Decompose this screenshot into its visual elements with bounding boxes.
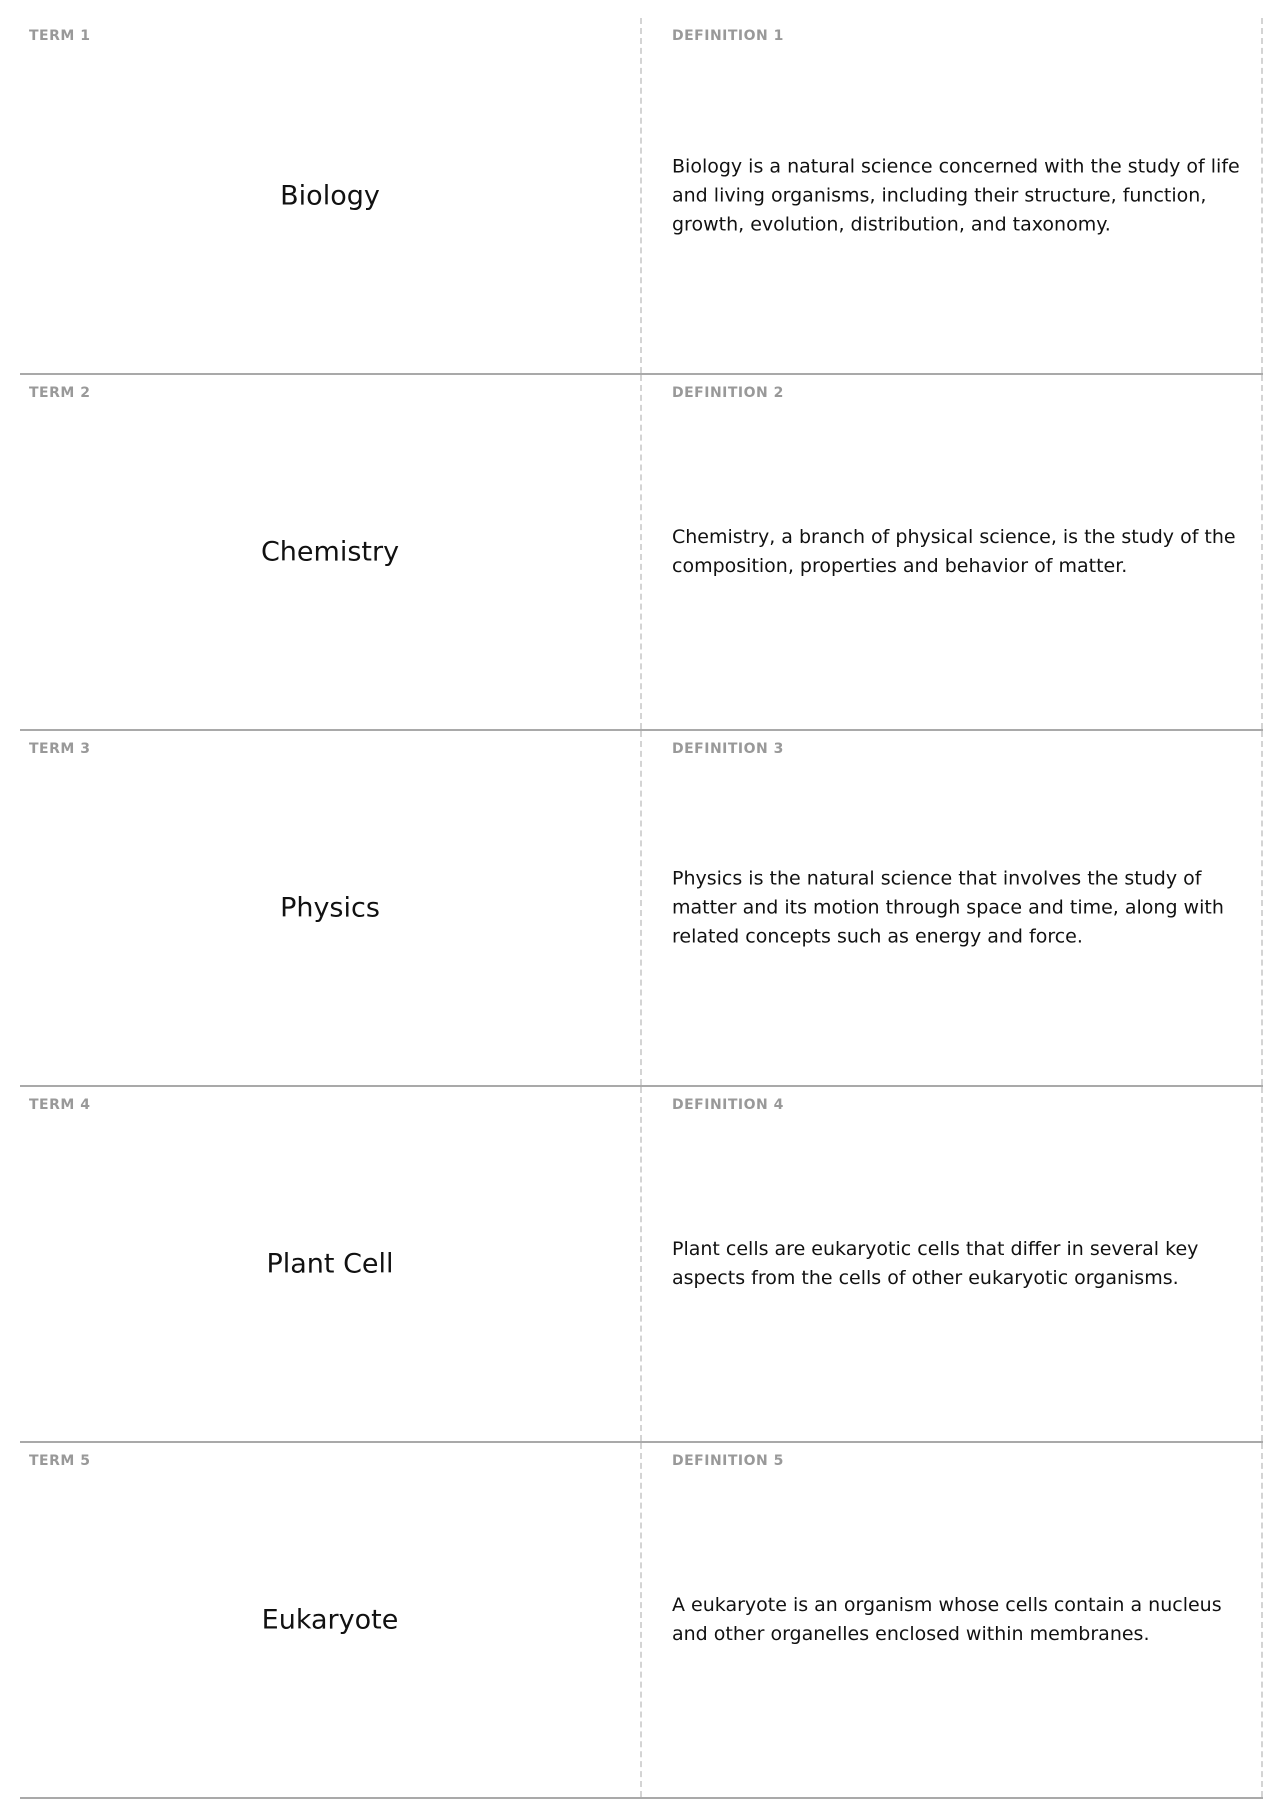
definition-label: DEFINITION 4 — [672, 1097, 784, 1113]
term-cell — [20, 731, 642, 1085]
definition-text: Plant cells are eukaryotic cells that differ in several key aspects from the cells of other eukaryotic organisms. — [672, 1238, 1199, 1289]
definition-cell — [642, 1087, 1263, 1441]
definition-cell — [642, 731, 1263, 1085]
term-cell — [20, 1087, 642, 1441]
term-text: Physics — [280, 892, 380, 924]
flashcard-row — [20, 1087, 1263, 1443]
flashcard-row — [20, 731, 1263, 1087]
term-label: TERM 5 — [29, 1453, 91, 1469]
definition-cell — [642, 1443, 1263, 1797]
flashcard-row — [20, 375, 1263, 731]
definition-cell — [642, 375, 1263, 729]
definition-text: A eukaryote is an organism whose cells contain a nucleus and other organelles enclosed within membranes. — [672, 1594, 1222, 1645]
term-text: Chemistry — [260, 536, 400, 568]
term-cell — [20, 18, 642, 373]
term-label: TERM 1 — [29, 28, 91, 44]
term-text: Plant Cell — [266, 1248, 394, 1280]
definition-text: Physics is the natural science that involves the study of matter and its motion through space and time, along with related concepts such as energy and force. — [672, 867, 1224, 948]
definition-text: Chemistry, a branch of physical science, is the study of the composition, properties and behavior of matter. — [672, 526, 1236, 577]
definition-label: DEFINITION 5 — [672, 1453, 784, 1469]
term-cell — [20, 1443, 642, 1797]
flashcard-sheet — [20, 18, 1263, 1799]
flashcard-row — [20, 18, 1263, 375]
term-label: TERM 4 — [29, 1097, 91, 1113]
term-text: Biology — [280, 180, 380, 211]
definition-text: Biology is a natural science concerned with the study of life and living organisms, including their structure, function, growth, evolution, distribution, and taxonomy. — [672, 155, 1240, 235]
flashcard-row — [20, 1443, 1263, 1799]
term-text: Eukaryote — [261, 1604, 399, 1636]
definition-label: DEFINITION 1 — [672, 28, 784, 44]
definition-label: DEFINITION 3 — [672, 741, 784, 757]
term-label: TERM 3 — [29, 741, 91, 757]
term-label: TERM 2 — [29, 385, 91, 401]
definition-cell — [642, 18, 1263, 373]
definition-label: DEFINITION 2 — [672, 385, 784, 401]
term-cell — [20, 375, 642, 729]
